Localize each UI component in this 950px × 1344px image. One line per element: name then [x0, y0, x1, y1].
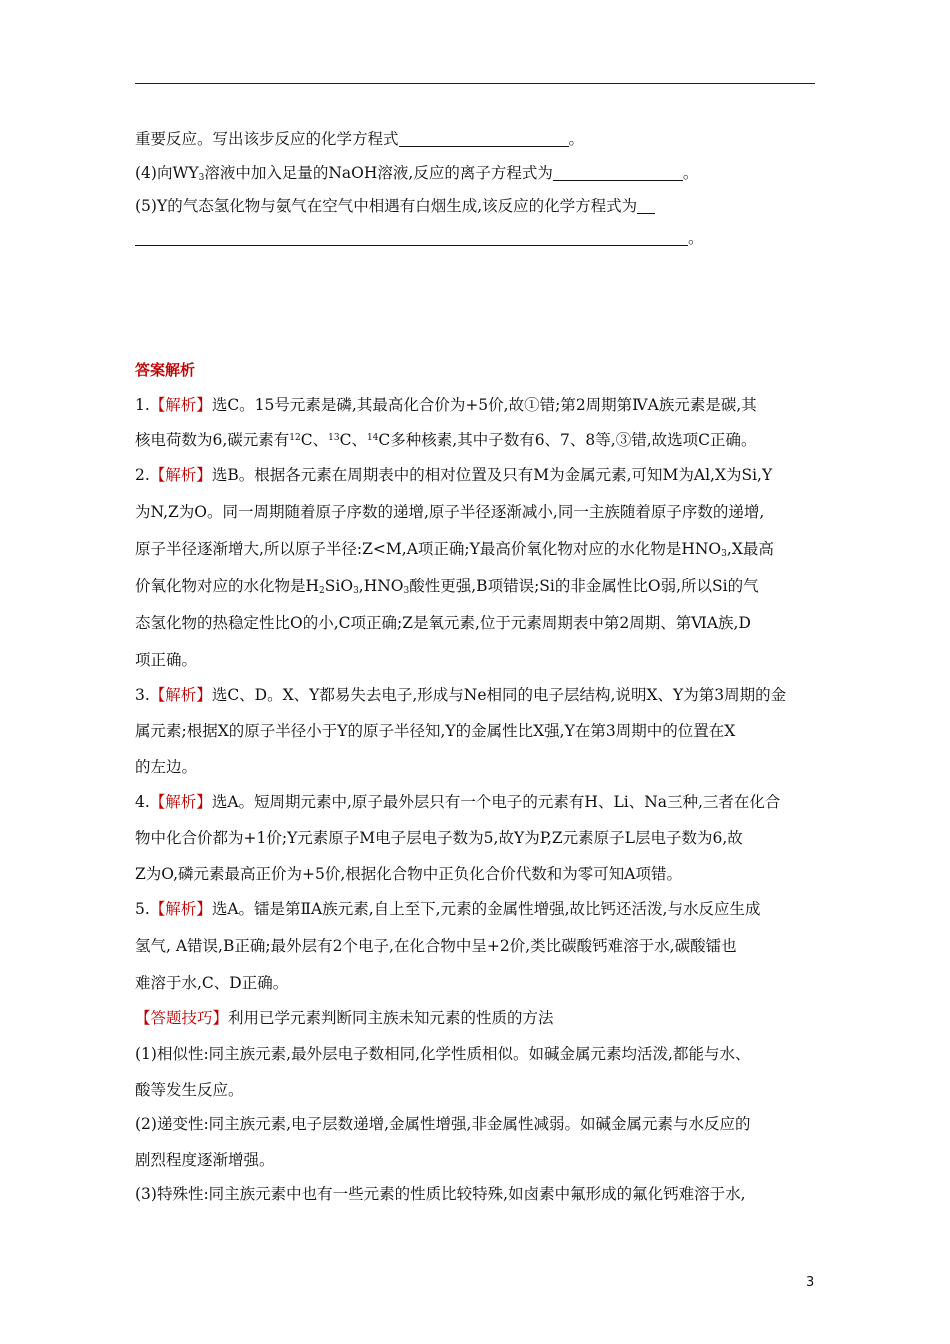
answer-2-line-2: 为N,Z为O。同一周期随着原子序数的递增,原子半径逐渐减小,同一主族随着原子序数的递增,	[135, 503, 765, 521]
answer-blank	[637, 197, 655, 214]
analysis-tag: 【解析】	[149, 686, 212, 704]
tip-tag: 【答题技巧】	[135, 1009, 229, 1027]
analysis-tag: 【解析】	[149, 900, 212, 918]
answer-2-line-5: 态氢化物的热稳定性比O的小,C项正确;Z是氧元素,位于元素周期表中第2周期、第ⅥA族,D	[135, 614, 751, 632]
answer-blank	[399, 130, 569, 147]
q4-line: (4)向$WY_3$溶液中加入足量的NaOH溶液,反应的离子方程式为 。	[135, 164, 699, 183]
answer-5-line-2: 氢气, A错误,B正确;最外层有2个电子,在化合物中呈+2价,类比碳酸钙难溶于水,碳酸镭也	[135, 937, 737, 955]
answer-2-line-6: 项正确。	[135, 651, 198, 669]
answer-blank	[135, 229, 688, 246]
answer-1-line-1: 1.【解析】选C。15号元素是磷,其最高化合价为+5价,故①错;第2周期第ⅣA族元素是碳,其	[135, 396, 757, 414]
answer-1-line-2: 核电荷数为6,碳元素有$^{12}$C、$^{13}$C、$^{14}$C多种核素,其中子数有6、7、8等,③错,故选项C正确。	[135, 431, 757, 449]
answer-5-line-1: 5.【解析】选A。镭是第ⅡA族元素,自上至下,元素的金属性增强,故比钙还活泼,与水反应生成	[135, 900, 761, 918]
analysis-tag: 【解析】	[149, 396, 212, 414]
answers-heading: 答案解析	[135, 361, 196, 379]
tip-point-2: (2)递变性:同主族元素,电子层数递增,金属性增强,非金属性减弱。如碱金属元素与水反应的	[135, 1115, 751, 1133]
answer-4-line-2: 物中化合价都为+1价;Y元素原子M电子层电子数为5,故Y为P,Z元素原子L层电子数为6,故	[135, 829, 743, 847]
answer-4-line-1: 4.【解析】选A。短周期元素中,原子最外层只有一个电子的元素有H、Li、Na三种,三者在化合	[135, 793, 781, 811]
q5-line: (5)Y的气态氢化物与氨气在空气中相遇有白烟生成,该反应的化学方程式为	[135, 196, 655, 216]
tip-point-2-cont: 剧烈程度逐渐增强。	[135, 1151, 275, 1169]
answer-blank	[553, 164, 683, 181]
tip-point-1: (1)相似性:同主族元素,最外层电子数相同,化学性质相似。如碱金属元素均活泼,都能与水、	[135, 1045, 751, 1063]
answer-3-line-1: 3.【解析】选C、D。X、Y都易失去电子,形成与Ne相同的电子层结构,说明X、Y为第3周期的金	[135, 686, 787, 704]
tip-point-1-cont: 酸等发生反应。	[135, 1081, 244, 1099]
answer-4-line-3: Z为O,磷元素最高正价为+5价,根据化合物中正负化合价代数和为零可知A项错。	[135, 865, 682, 883]
answer-2-line-4: 价氧化物对应的水化物是$H_2SiO_3,HNO_3$酸性更强,B项错误;Si的非金属性比O弱,所以Si的气	[135, 577, 759, 596]
answer-3-line-3: 的左边。	[135, 758, 198, 776]
analysis-tag: 【解析】	[149, 793, 212, 811]
answer-5-line-3: 难溶于水,C、D正确。	[135, 974, 289, 992]
tip-point-3: (3)特殊性:同主族元素中也有一些元素的性质比较特殊,如卤素中氟形成的氟化钙难溶于水,	[135, 1185, 746, 1203]
page-number: 3	[806, 1275, 815, 1290]
answer-2-line-3: 原子半径逐渐增大,所以原子半径:Z<M,A项正确;Y最高价氧化物对应的水化物是$HNO_3,X$最高	[135, 540, 774, 559]
answer-2-line-1: 2.【解析】选B。根据各元素在周期表中的相对位置及只有M为金属元素,可知M为Al,X为Si,Y	[135, 466, 773, 484]
answer-3-line-2: 属元素;根据X的原子半径小于Y的原子半径知,Y的金属性比X强,Y在第3周期中的位置在X	[135, 722, 736, 740]
q5-line-2: 。	[135, 228, 704, 248]
header-rule	[135, 83, 815, 84]
tip-title: 【答题技巧】利用已学元素判断同主族未知元素的性质的方法	[135, 1009, 554, 1027]
q3-line: 重要反应。写出该步反应的化学方程式 。	[135, 130, 585, 148]
analysis-tag: 【解析】	[149, 466, 212, 484]
